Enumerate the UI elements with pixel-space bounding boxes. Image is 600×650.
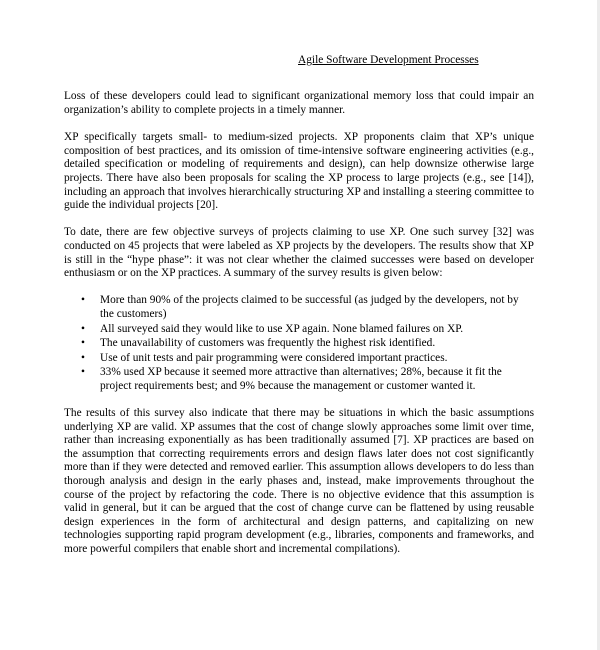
- list-item: [64, 323, 534, 337]
- bullet-icon: •: [81, 294, 85, 307]
- list-item: [64, 294, 534, 321]
- list-item: [64, 352, 534, 366]
- running-header-title: Agile Software Development Processes: [298, 54, 479, 66]
- list-item-text: The unavailability of customers was frequently the highest risk identified.: [100, 337, 436, 350]
- page-body: [64, 90, 534, 570]
- bullet-icon: •: [81, 366, 85, 379]
- list-item-text: 33% used XP because it seemed more attractive than alternatives; 28%, because it fit the project requirements best; and 9% because the management or customer wanted it.: [100, 366, 502, 392]
- bullet-icon: •: [81, 351, 85, 364]
- list-item: [64, 337, 534, 351]
- paragraph-survey-implications: The results of this survey also indicate that there may be situations in which the basic assumptions underlying XP are valid. XP assumes that the cost of change slowly approaches some limit over time, rather than increasing exponentially as has been traditionally assumed [7]. XP practices are based on the assumption that correcting requirements errors and design flaws later does not cost significantly more than if they were detected and removed earlier. This assumption allows developers to do less than thorough analysis and design in the early phases and, instead, make improvements throughout the course of the project by refactoring the code. There is no objective evidence that this assumption is valid in general, but it can be argued that the cost of change curve can be flattened by using reusable design experiences in the form of architectural and design patterns, and capitalizing on new technologies supporting rapid program development (e.g., libraries, components and frameworks, and more powerful compilers that enable short and incremental compilations).: [64, 407, 534, 555]
- list-item: [64, 366, 534, 393]
- survey-results-list: [64, 294, 534, 393]
- list-item-text: More than 90% of the projects claimed to be successful (as judged by the developers, not by the customers): [100, 294, 519, 320]
- paragraph-xp-targets: XP specifically targets small- to medium-sized projects. XP proponents claim that XP’s unique composition of best practices, and its omission of time-intensive software engineering activities (e.g., detailed specification or modeling of requirements and design), can help downsize otherwise large projects. There have also been proposals for scaling the XP process to large projects (e.g., see [14]), including an approach that involves hierarchically structuring XP and installing a steering committee to guide the individual projects [20].: [64, 131, 534, 212]
- bullet-icon: •: [81, 337, 85, 350]
- paragraph-memory-loss: Loss of these developers could lead to significant organizational memory loss that could impair an organization’s ability to complete projects in a timely manner.: [64, 90, 534, 116]
- list-item-text: All surveyed said they would like to use XP again. None blamed failures on XP.: [100, 322, 464, 335]
- bullet-icon: •: [81, 322, 85, 335]
- paragraph-xp-surveys: To date, there are few objective surveys of projects claiming to use XP. One such survey [32] was conducted on 45 projects that were labeled as XP projects by the developers. The results show that XP is still in the “hype phase”: it was not clear whether the claimed successes were based on developer enthusiasm or on the XP practices. A summary of the survey results is given below:: [64, 226, 534, 280]
- list-item-text: Use of unit tests and pair programming were considered important practices.: [100, 351, 448, 364]
